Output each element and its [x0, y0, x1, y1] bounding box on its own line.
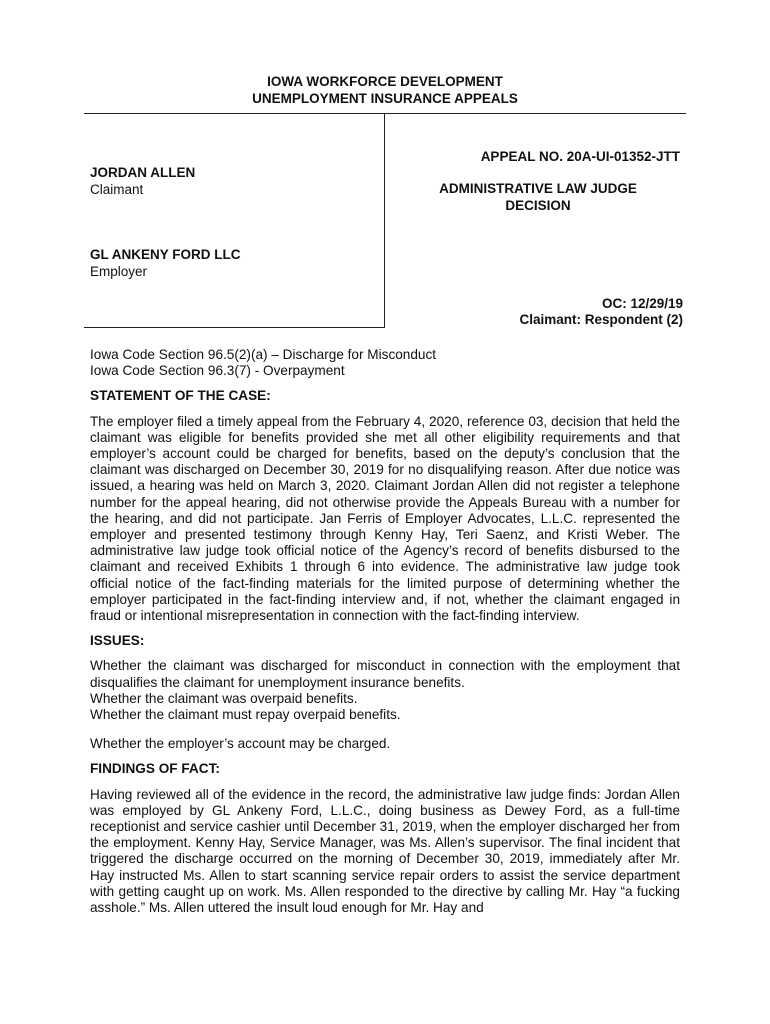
issue-3: Whether the claimant must repay overpaid benefits. [90, 707, 401, 723]
appeal-number: APPEAL NO. 20A-UI-01352-JTT [480, 149, 680, 164]
issues-heading: ISSUES: [90, 633, 145, 649]
code-section-1: Iowa Code Section 96.5(2)(a) – Discharge for Misconduct [90, 347, 437, 362]
statement-heading: STATEMENT OF THE CASE: [90, 388, 271, 404]
oc-date: OC: 12/29/19 [601, 296, 683, 311]
claimant-block [90, 164, 195, 198]
employer-role: Employer [90, 264, 148, 279]
caption-top-rule [84, 113, 686, 114]
issue-1: Whether the claimant was discharged for misconduct in connection with the employment that disqualifies the claimant for unemployment insurance benefits. [90, 658, 680, 690]
employer-name: GL ANKENY FORD LLC [90, 247, 241, 262]
claimant-role: Claimant [90, 182, 144, 197]
caption-divider [384, 114, 385, 328]
decision-title [400, 180, 676, 214]
findings-heading: FINDINGS OF FACT: [90, 761, 220, 777]
caption-bottom-rule [84, 327, 385, 328]
decision-title-line2: DECISION [505, 198, 571, 213]
division-name: UNEMPLOYMENT INSURANCE APPEALS [252, 91, 518, 106]
code-section-2: Iowa Code Section 96.3(7) - Overpayment [90, 363, 345, 379]
agency-name: IOWA WORKFORCE DEVELOPMENT [267, 74, 503, 89]
oc-block [400, 296, 683, 328]
document-header [84, 73, 686, 107]
decision-title-line1: ADMINISTRATIVE LAW JUDGE [439, 181, 637, 196]
issue-4: Whether the employer’s account may be charged. [90, 736, 391, 752]
document-body [90, 347, 680, 916]
issue-2: Whether the claimant was overpaid benefits. [90, 690, 358, 706]
findings-text: Having reviewed all of the evidence in the record, the administrative law judge finds: Jordan Allen was employed by GL Ankeny Ford, L.L.C., doing business as Dewey Ford, as a full-time receptionist and service cashier until December 31, 2019, when the employer discharged her from the employment. Kenny Hay, Service Manager, was Ms. Allen’s supervisor. The final incident that triggered the discharge occurred on the morning of December 30, 2019, immediately after Mr. Hay instructed Ms. Allen to start scanning service repair orders to assist the service department with getting caught up on work. Ms. Allen responded to the directive by calling Mr. Hay “a fucking asshole.” Ms. Allen uttered the insult loud enough for Mr. Hay and [90, 786, 680, 916]
claimant-status: Claimant: Respondent (2) [519, 312, 683, 327]
claimant-name: JORDAN ALLEN [90, 165, 196, 180]
employer-block [90, 246, 241, 280]
statement-text: The employer filed a timely appeal from the February 4, 2020, reference 03, decision that held the claimant was eligible for benefits provided she met all other eligibility requirements and that employer’s account could be charged for benefits, based on the deputy’s conclusion that the claimant was discharged on December 30, 2019 for no disqualifying reason. After due notice was issued, a hearing was held on March 3, 2020. Claimant Jordan Allen did not register a telephone number for the appeal hearing, did not otherwise provide the Appeals Bureau with a number for the hearing, and did not participate. Jan Ferris of Employer Advocates, L.L.C. represented the employer and presented testimony through Kenny Hay, Teri Saenz, and Kristi Weber. The administrative law judge took official notice of the Agency’s record of benefits disbursed to the claimant and received Exhibits 1 through 6 into evidence. The administrative law judge took official notice of the fact-finding materials for the limited purpose of determining whether the employer participated in the fact-finding interview and, if not, whether the claimant engaged in fraud or intentional misrepresentation in connection with the fact-finding interview. [90, 413, 680, 624]
